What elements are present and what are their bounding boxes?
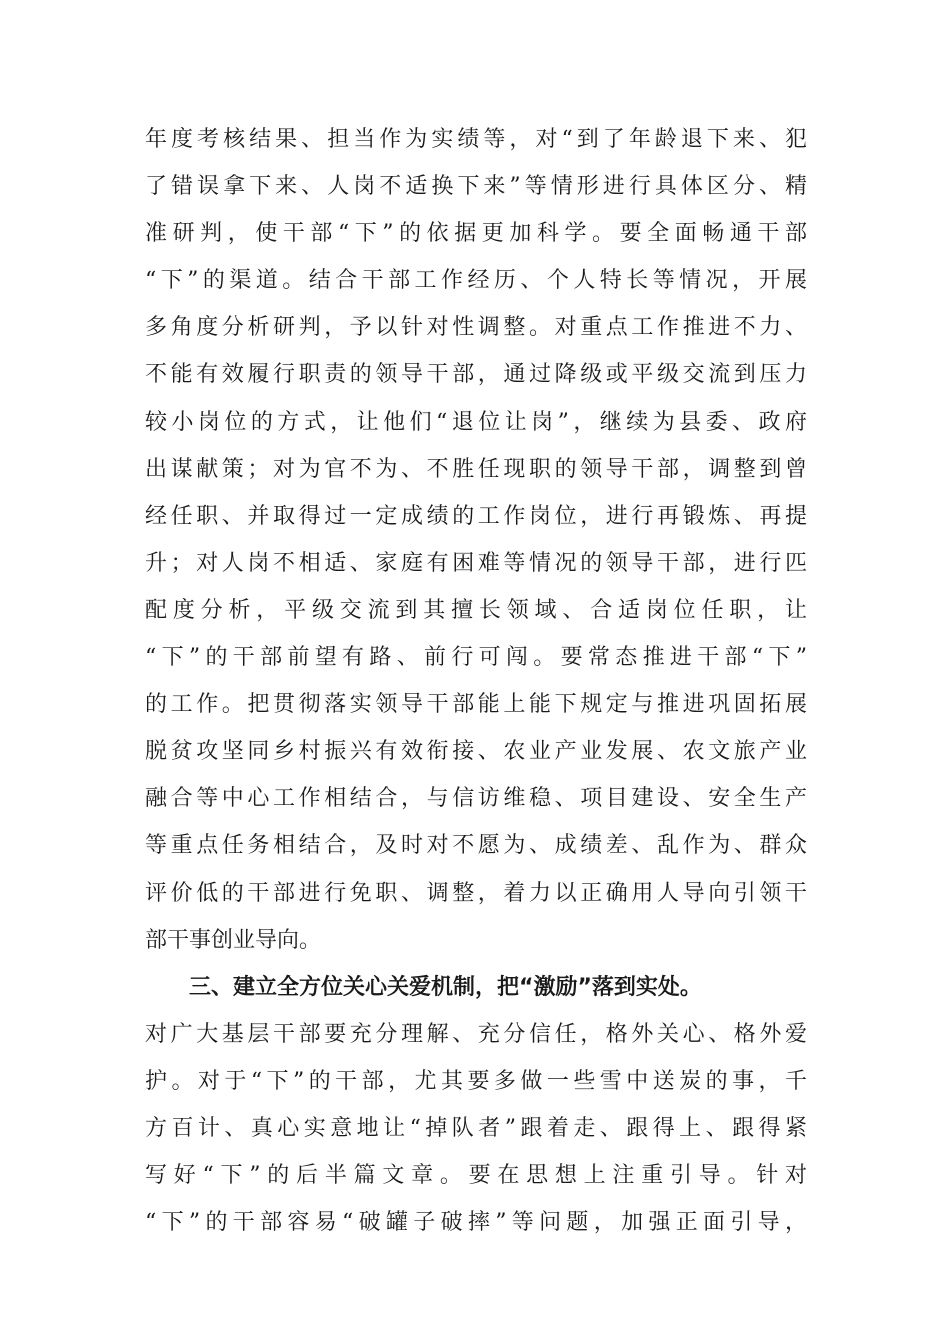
text-line: 方百计、真心实意地让“掉队者”跟着走、跟得上、跟得紧 [145,1115,807,1141]
text-line: 评价低的干部进行免职、调整，着力以正确用人导向引领干 [145,880,807,906]
text-line: 准研判，使干部“下”的依据更加科学。要全面畅通干部 [145,221,807,247]
text-line: 较小岗位的方式，让他们“退位让岗”，继续为县委、政府 [145,409,807,435]
text-line: 融合等中心工作相结合，与信访维稳、项目建设、安全生产 [145,786,807,812]
text-line: “下”的干部容易“破罐子破摔”等问题，加强正面引导， [145,1210,807,1236]
section-heading: 三、建立全方位关心关爱机制，把“激励”落到实处。 [189,974,702,1000]
text-line: 对广大基层干部要充分理解、充分信任，格外关心、格外爱 [145,1021,807,1047]
text-line: 的工作。把贯彻落实领导干部能上能下规定与推进巩固拓展 [145,692,807,718]
text-line: 护。对于“下”的干部，尤其要多做一些雪中送炭的事，千 [145,1068,807,1094]
text-line: 年度考核结果、担当作为实绩等，对“到了年龄退下来、犯 [145,127,807,152]
text-line: 等重点任务相结合，及时对不愿为、成绩差、乱作为、群众 [145,833,807,859]
text-line: 部干事创业导向。 [145,927,322,953]
text-line: 升；对人岗不相适、家庭有困难等情况的领导干部，进行匹 [145,550,807,576]
text-line: 了错误拿下来、人岗不适换下来”等情形进行具体区分、精 [145,174,807,200]
text-line: “下”的干部前望有路、前行可闯。要常态推进干部“下” [145,645,807,671]
text-line: 写好“下”的后半篇文章。要在思想上注重引导。针对 [145,1163,807,1189]
text-line: 脱贫攻坚同乡村振兴有效衔接、农业产业发展、农文旅产业 [145,739,807,765]
text-line: 配度分析，平级交流到其擅长领域、合适岗位任职，让 [145,597,807,623]
text-line: 出谋献策；对为官不为、不胜任现职的领导干部，调整到曾 [145,456,807,482]
text-line: 经任职、并取得过一定成绩的工作岗位，进行再锻炼、再提 [145,503,807,529]
body-text [145,116,807,1246]
text-line: “下”的渠道。结合干部工作经历、个人特长等情况，开展 [145,268,807,294]
text-line: 多角度分析研判，予以针对性调整。对重点工作推进不力、 [145,315,807,341]
text-line: 不能有效履行职责的领导干部，通过降级或平级交流到压力 [145,362,807,388]
